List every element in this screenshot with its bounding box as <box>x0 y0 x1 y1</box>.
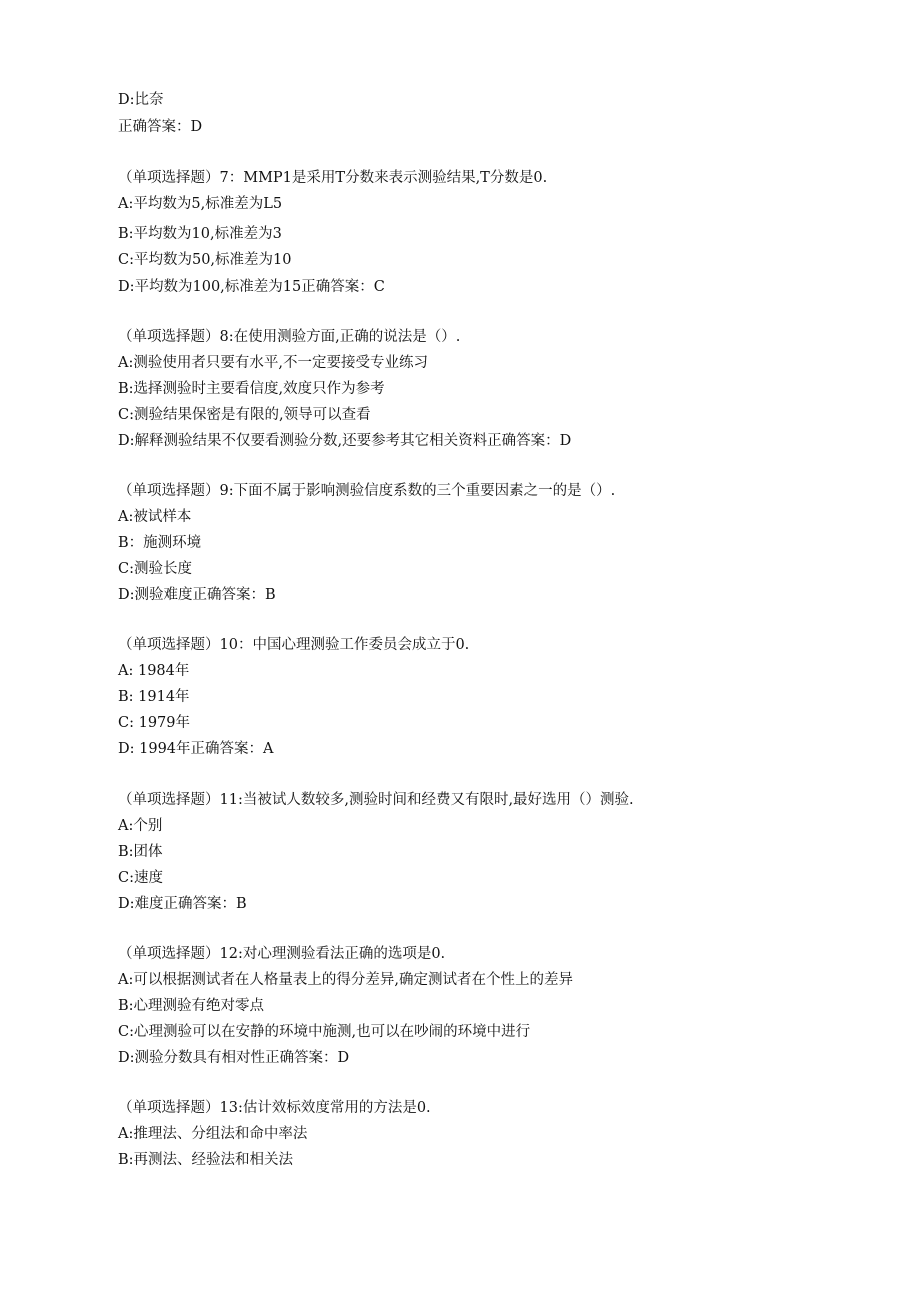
option-b-q13: B:再测法、经验法和相关法 <box>118 1152 294 1168</box>
option-a-q10: A: 1984年 <box>118 663 190 679</box>
option-b-q8: B:选择测验时主要看信度,效度只作为参考 <box>118 381 385 397</box>
option-b-q11: B:团体 <box>118 844 163 860</box>
option-c-q7: C:平均数为50,标准差为10 <box>118 252 292 268</box>
option-b-q12: B:心理测验有绝对零点 <box>118 998 265 1014</box>
option-b-q10: B: 1914年 <box>118 689 190 705</box>
option-d-q11: D:难度正确答案：B <box>118 896 247 912</box>
option-c-q12: C:心理测验可以在安静的环境中施测,也可以在吵闹的环境中进行 <box>118 1024 531 1040</box>
option-c-q11: C:速度 <box>118 870 163 886</box>
option-a-q13: A:推理法、分组法和命中率法 <box>118 1126 308 1142</box>
option-c-q10: C: 1979年 <box>118 715 190 731</box>
option-a-q11: A:个别 <box>118 818 163 834</box>
question-9: （单项选择题）9:下面不属于影响测验信度系数的三个重要因素之一的是（）. <box>118 483 616 499</box>
option-d-q6: D:比奈 <box>118 92 164 108</box>
question-8: （单项选择题）8:在使用测验方面,正确的说法是（）. <box>118 329 461 345</box>
option-a-q9: A:被试样本 <box>118 509 192 525</box>
option-d-q12: D:测验分数具有相对性正确答案：D <box>118 1050 350 1066</box>
option-a-q12: A:可以根据测试者在人格量表上的得分差异,确定测试者在个性上的差异 <box>118 972 573 988</box>
question-12: （单项选择题）12:对心理测验看法正确的选项是0. <box>118 946 446 962</box>
question-13: （单项选择题）13:估计效标效度常用的方法是0. <box>118 1100 431 1116</box>
answer-q6: 正确答案：D <box>118 119 203 135</box>
option-c-q9: C:测验长度 <box>118 561 192 577</box>
option-a-q7: A:平均数为5,标准差为L5 <box>118 196 283 212</box>
option-d-q10: D: 1994年正确答案：A <box>118 741 274 757</box>
question-10: （单项选择题）10：中国心理测验工作委员会成立于0. <box>118 637 470 653</box>
option-b-q7: B:平均数为10,标准差为3 <box>118 226 282 242</box>
question-11: （单项选择题）11:当被试人数较多,测验时间和经费又有限时,最好选用（）测验. <box>118 792 634 808</box>
option-d-q8: D:解释测验结果不仅要看测验分数,还要参考其它相关资料正确答案：D <box>118 433 572 449</box>
option-b-q9: B：施测环境 <box>118 535 202 551</box>
option-a-q8: A:测验使用者只要有水平,不一定要接受专业练习 <box>118 355 428 371</box>
option-c-q8: C:测验结果保密是有限的,领导可以查看 <box>118 407 371 423</box>
option-d-q7: D:平均数为100,标准差为15正确答案：C <box>118 279 385 295</box>
option-d-q9: D:测验难度正确答案：B <box>118 587 276 603</box>
question-7: （单项选择题）7：MMP1是采用T分数来表示测验结果,T分数是0. <box>118 170 548 186</box>
